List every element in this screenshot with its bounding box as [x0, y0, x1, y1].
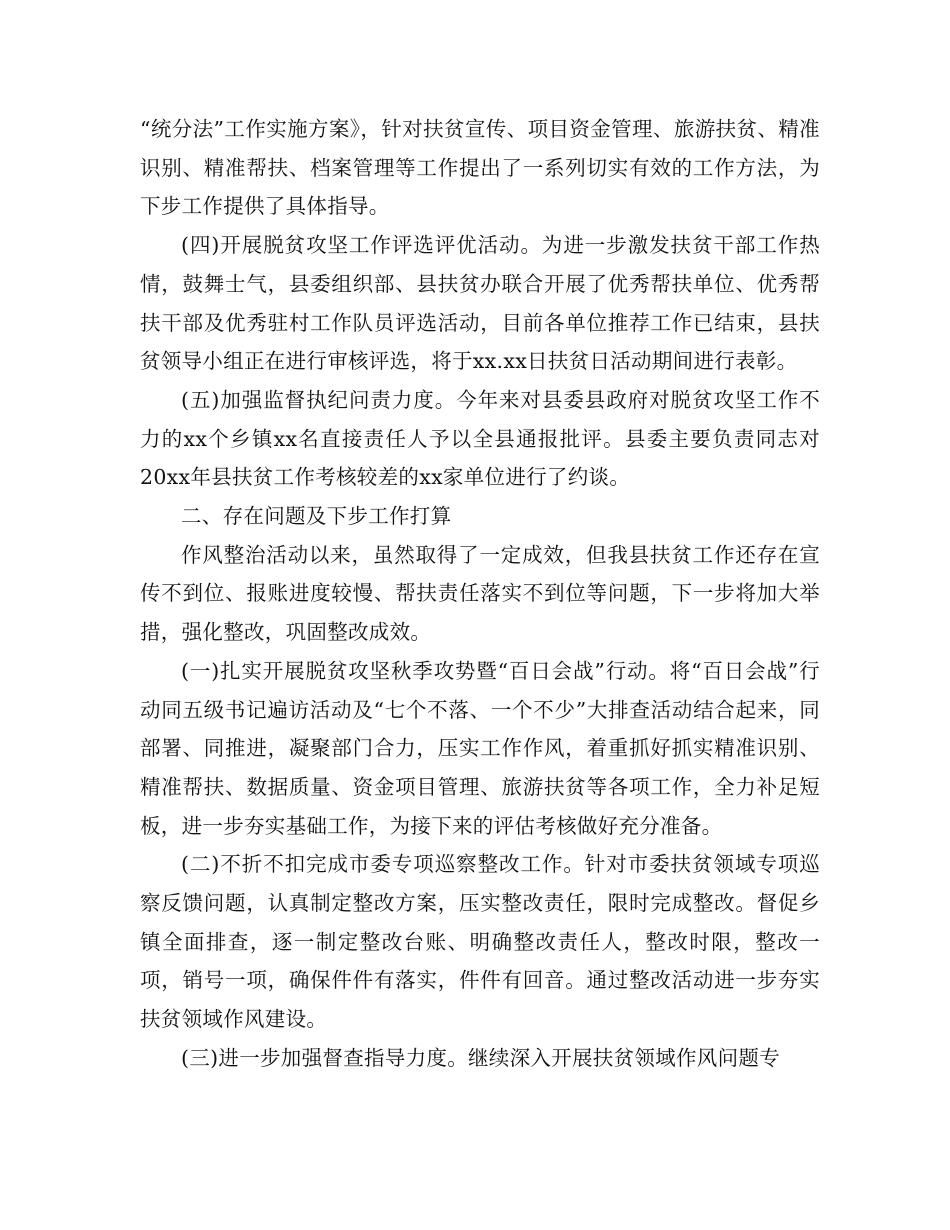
paragraph-next-step-3: (三)进一步加强督查指导力度。继续深入开展扶贫领域作风问题专: [181, 1045, 780, 1070]
paragraph-section-4: (四)开展脱贫攻坚工作评选评优活动。为进一步激发扶贫干部工作热情，鼓舞士气，县委组织部、县扶贫办联合开展了优秀帮扶单位、优秀帮扶干部及优秀驻村工作队员评选活动，目前各单位推荐工作已结束，县扶贫领导小组正在进行审核评选，将于xx.xx日扶贫日活动期间进行表彰。: [140, 233, 820, 374]
paragraph-section-5: (五)加强监督执纪问责力度。今年来对县委县政府对脱贫攻坚工作不力的xx个乡镇xx名直接责任人予以全县通报批评。县委主要负责同志对20xx年县扶贫工作考核较差的xx家单位进行了约谈。: [140, 387, 820, 490]
section-heading-problems: 二、存在问题及下步工作打算: [181, 504, 452, 529]
paragraph-intro-continued: “统分法”工作实施方案》，针对扶贫宣传、项目资金管理、旅游扶贫、精准识别、精准帮扶、档案管理等工作提出了一系列切实有效的工作方法，为下步工作提供了具体指导。: [140, 117, 820, 219]
paragraph-summary: 作风整治活动以来，虽然取得了一定成效，但我县扶贫工作还存在宣传不到位、报账进度较慢、帮扶责任落实不到位等问题，下一步将加大举措，强化整改，巩固整改成效。: [140, 542, 820, 645]
paragraph-next-step-2: (二)不折不扣完成市委专项巡察整改工作。针对市委扶贫领域专项巡察反馈问题，认真制定整改方案，压实整改责任，限时完成整改。督促乡镇全面排查，逐一制定整改台账、明确整改责任人，整改时限，整改一项，销号一项，确保件件有落实，件件有回音。通过整改活动进一步夯实扶贫领域作风建设。: [140, 852, 820, 1032]
paragraph-next-step-1: (一)扎实开展脱贫攻坚秋季攻势暨“百日会战”行动。将“百日会战”行动同五级书记遍访活动及“七个不落、一个不少”大排查活动结合起来，同部署、同推进，凝聚部门合力，压实工作作风，着重抓好抓实精准识别、精准帮扶、数据质量、资金项目管理、旅游扶贫等各项工作，全力补足短板，进一步夯实基础工作，为接下来的评估考核做好充分准备。: [140, 658, 820, 838]
document-body: [140, 110, 820, 1078]
